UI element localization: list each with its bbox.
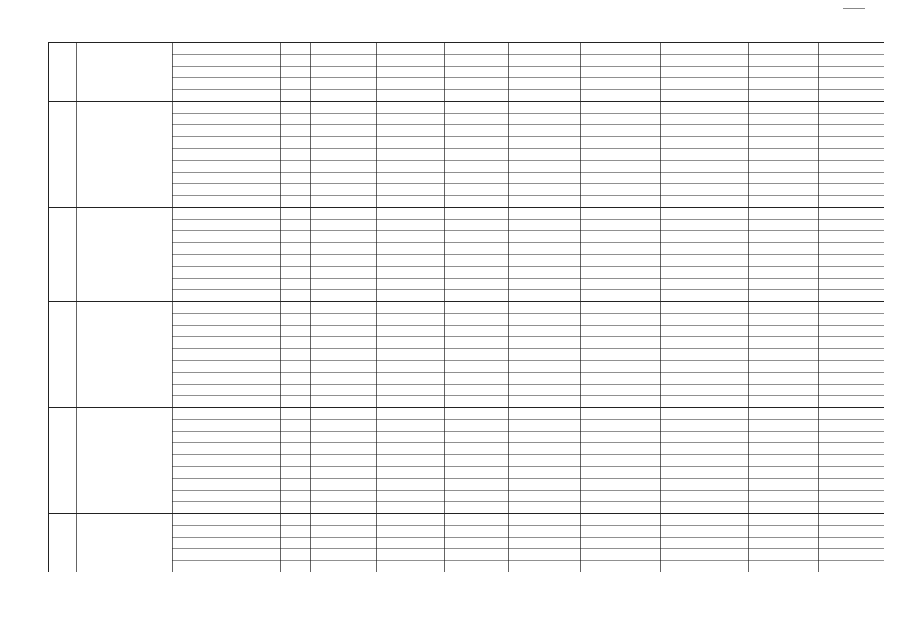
scan-mark xyxy=(843,8,865,9)
table-grid xyxy=(48,42,884,572)
budget-table xyxy=(48,42,884,572)
